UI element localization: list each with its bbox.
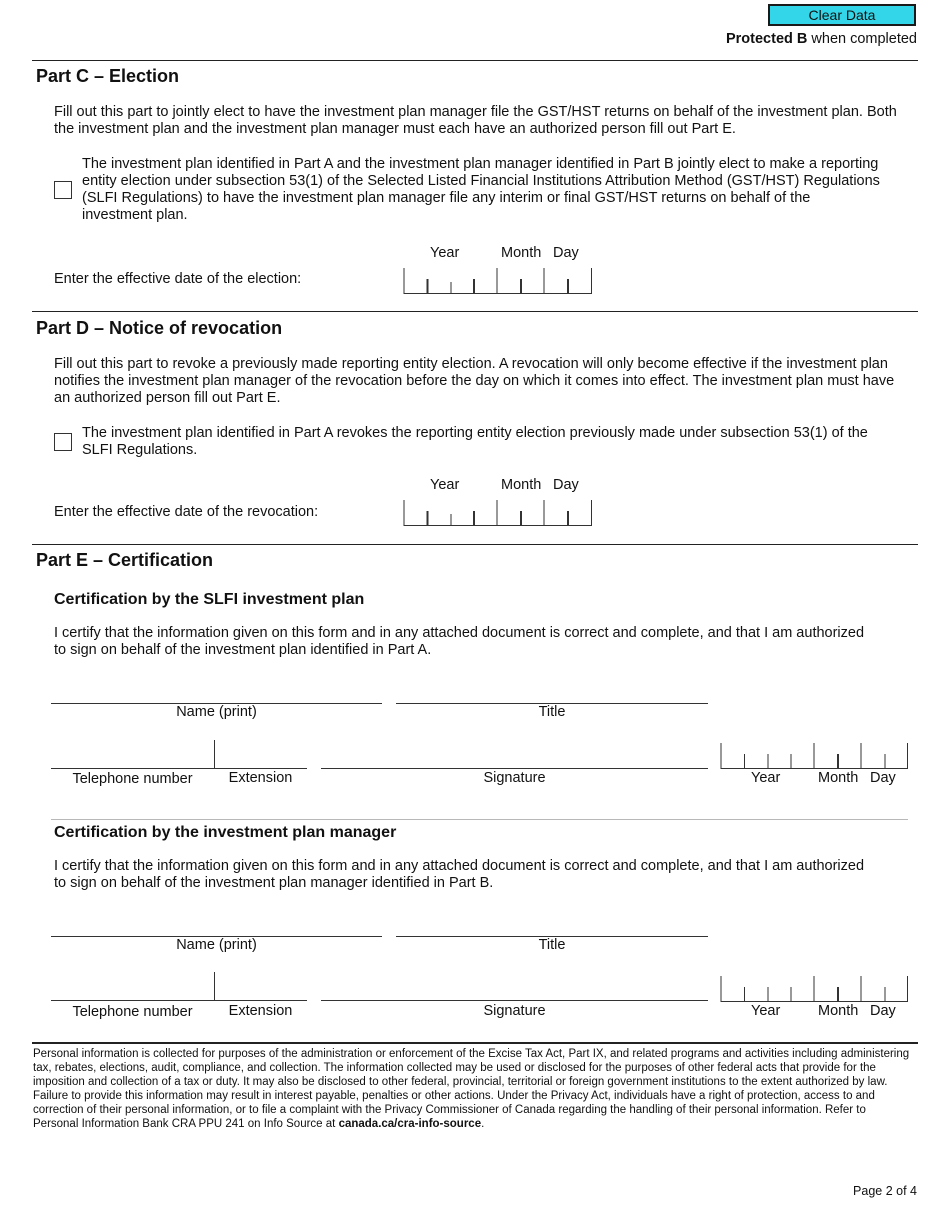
manager-month-label: Month: [818, 1003, 859, 1019]
plan-name-label: Name (print): [176, 704, 257, 720]
revocation-checkbox[interactable]: [54, 433, 72, 451]
plan-day-label: Day: [870, 770, 896, 786]
part-c-title: Part C – Election: [36, 66, 180, 86]
divider: [32, 60, 918, 61]
plan-extension-field[interactable]: [214, 768, 307, 769]
protected-b-suffix: when completed: [807, 31, 917, 47]
plan-certification-title: Certification by the SLFI investment plan: [54, 591, 365, 608]
manager-extension-label: Extension: [228, 1003, 293, 1019]
plan-year-label: Year: [751, 770, 781, 786]
protected-b-notice: [726, 31, 917, 47]
election-year-label: Year: [430, 245, 460, 261]
plan-telephone-label: Telephone number: [72, 771, 193, 787]
clear-data-button[interactable]: Clear Data: [768, 4, 916, 26]
plan-month-label: Month: [818, 770, 859, 786]
divider: [214, 740, 215, 768]
plan-certification-text: I certify that the information given on this form and in any attached document is correct and complete, and that I am authorized to sign on behalf of the investment plan identified in Part A.: [54, 625, 865, 658]
plan-signature-field[interactable]: [321, 768, 708, 769]
protected-b-label: Protected B: [725, 31, 808, 47]
manager-date-field[interactable]: [720, 976, 910, 1003]
election-month-label: Month: [501, 245, 542, 261]
divider: [214, 972, 215, 1000]
part-d-intro: Fill out this part to revoke a previously made reporting entity election. A revocation will only become effective if the investment plan notifies the investment plan manager of the revocation before the day on which it comes into effect. The investment plan must have an authorized person fill out Part E.: [54, 356, 895, 406]
election-text: The investment plan identified in Part A and the investment plan manager identified in Part B jointly elect to make a reporting entity election under subsection 53(1) of the Selected Listed Financial Institutions Attribution Method (GST/HST) Regulations (SLFI Regulations) to have the investment plan manager file any interim or final GST/HST returns on behalf of the investment plan.: [82, 156, 880, 223]
manager-name-label: Name (print): [176, 937, 257, 953]
manager-year-label: Year: [751, 1003, 781, 1019]
manager-telephone-label: Telephone number: [72, 1004, 193, 1020]
manager-telephone-field[interactable]: [51, 1000, 214, 1001]
revocation-date-field[interactable]: [403, 500, 593, 527]
privacy-text: Personal information is collected for purposes of the administration or enforcement of the Excise Tax Act, Part IX, and related programs and activities including administering tax, rebates, elections, audit, compliance, and collection. The information collected may be used or disclosed for the purposes of other federal acts that provide for the imposition and collection of a tax or duty. It may also be disclosed to other federal, provincial, territorial or foreign government institutions to the extent authorized by law. Failure to provide this information may result in interest payable, penalties or other actions. Under the Privacy Act, individuals have a right of protection, access to and correction of their personal information, or to file a complaint with the Privacy Commissioner of Canada regarding the handling of their personal information. Refer to Personal Information Bank CRA PPU 241 on Info Source at: [33, 1048, 910, 1130]
manager-extension-field[interactable]: [214, 1000, 307, 1001]
privacy-period: .: [481, 1118, 485, 1130]
plan-telephone-field[interactable]: [51, 768, 214, 769]
manager-certification-text: I certify that the information given on this form and in any attached document is correct and complete, and that I am authorized to sign on behalf of the investment plan manager identified in Part B.: [54, 858, 865, 891]
privacy-statement: [33, 1047, 913, 1131]
privacy-link[interactable]: canada.ca/cra-info-source: [338, 1118, 482, 1130]
divider: [32, 1042, 918, 1044]
revocation-date-label: Enter the effective date of the revocation:: [54, 504, 319, 520]
revocation-text: The investment plan identified in Part A revokes the reporting entity election previously made under subsection 53(1) of the SLFI Regulations.: [82, 425, 868, 458]
manager-signature-field[interactable]: [321, 1000, 708, 1001]
part-d-title: Part D – Notice of revocation: [36, 318, 283, 338]
plan-title-label: Title: [538, 704, 566, 720]
revocation-year-label: Year: [430, 477, 460, 493]
page-number: Page 2 of 4: [853, 1184, 917, 1198]
plan-extension-label: Extension: [228, 770, 293, 786]
divider: [32, 544, 918, 545]
plan-signature-label: Signature: [483, 770, 546, 786]
plan-date-field[interactable]: [720, 743, 910, 770]
part-c-intro: Fill out this part to jointly elect to have the investment plan manager file the GST/HST returns on behalf of the investment plan. Both the investment plan and the investment plan manager must each have an authorized person fill out Part E.: [54, 104, 897, 137]
divider: [51, 819, 908, 820]
manager-certification-title: Certification by the investment plan manager: [54, 824, 397, 841]
revocation-month-label: Month: [501, 477, 542, 493]
divider: [32, 311, 918, 312]
election-date-field[interactable]: [403, 268, 593, 295]
election-day-label: Day: [553, 245, 579, 261]
manager-title-label: Title: [538, 937, 566, 953]
election-checkbox[interactable]: [54, 181, 72, 199]
part-e-title: Part E – Certification: [36, 550, 214, 570]
manager-signature-label: Signature: [483, 1003, 546, 1019]
manager-day-label: Day: [870, 1003, 896, 1019]
revocation-day-label: Day: [553, 477, 579, 493]
election-date-label: Enter the effective date of the election:: [54, 271, 302, 287]
